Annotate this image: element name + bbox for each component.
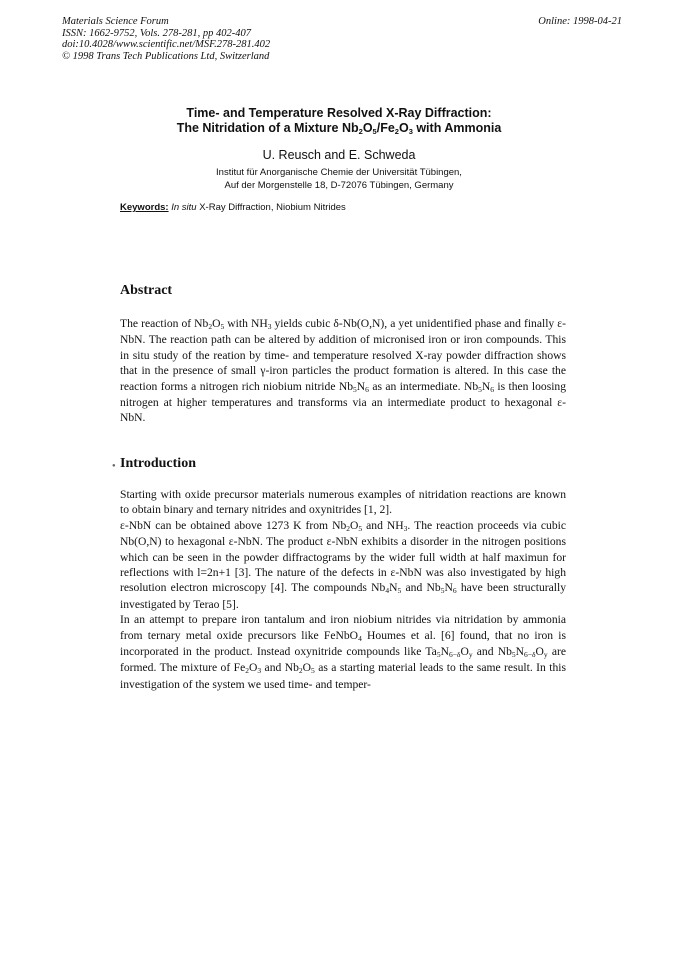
journal-header	[62, 16, 270, 62]
intro-paragraph-3: In an attempt to prepare iron tantalum and iron niobium nitrides via nitridation by ammonia from ternary metal oxide precursors like FeNbO$_4$ Houmes et al. [6] found, that no iron is incorporated in the product. Instead oxynitride compounds like $Ta_5N_{6-\delta}O_y$ and $Nb_5N_{6-\delta}O_y$ are formed. The mixture of $Fe_2O_3$ and $Nb_2O_5$ as a starting material leads to the same result. In this investigation of the system we used time- and temper-	[120, 613, 566, 691]
paper-title	[0, 106, 678, 137]
abstract-text: The reaction of $Nb_2O_5$ with $NH_3$ yields cubic δ-Nb(O,N), a yet unidentified phase and finally ε-NbN. The reaction path can be altered by addition of micronised iron or iron compounds. This in situ study of the reation by time- and temperature resolved X-ray powder diffraction shows that in the presence of small γ-iron particles the product formation is altered. In this case the reaction forms a nitrogen rich niobium nitride $Nb_5N_6$ as an intermediate. $Nb_5N_6$ is then loosing nitrogen at higher temperatures and transforms via an intermediate product to hexagonal ε-NbN.	[120, 317, 567, 425]
keywords-label: Keywords:	[120, 202, 169, 213]
authors: U. Reusch and E. Schweda	[262, 148, 416, 162]
affiliation-line-2: Auf der Morgenstelle 18, D-72076 Tübingen, Germany	[224, 179, 454, 191]
online-date: Online: 1998-04-21	[538, 16, 622, 27]
affiliation-line-1: Institut für Anorganische Chemie der Universität Tübingen,	[216, 167, 462, 178]
copyright-line: © 1998 Trans Tech Publications Ltd, Switzerland	[62, 50, 270, 62]
keywords: Keywords: In situ X-Ray Diffraction, Niobium Nitrides	[120, 202, 346, 213]
journal-name: Materials Science Forum	[62, 16, 169, 27]
abstract-heading: Abstract	[120, 283, 173, 298]
title-line-1: Time- and Temperature Resolved X-Ray Diffraction:	[186, 106, 492, 120]
introduction-heading: Introduction	[120, 456, 196, 471]
doi-link[interactable]: doi:10.4028/www.scientific.net/MSF.278-281.402	[62, 39, 271, 51]
title-line-2: The Nitridation of a Mixture $Nb_2O_5/Fe_2O_3$ with Ammonia	[176, 121, 502, 136]
margin-dot: ●	[112, 463, 116, 469]
issn-line: ISSN: 1662-9752, Vols. 278-281, pp 402-407	[62, 27, 251, 39]
intro-paragraph-1: Starting with oxide precursor materials numerous examples of nitridation reactions are known to obtain binary and ternary nitrides and oxynitrides [1, 2].	[120, 488, 566, 517]
affiliation	[0, 167, 678, 192]
intro-paragraph-2: ε-NbN can be obtained above 1273 K from $Nb_2O_5$ and $NH_3$. The reaction proceeds via cubic Nb(O,N) to hexagonal ε-NbN. The product ε-NbN exhibits a disorder in the nitrogen positions which can be seen in the powder diffractograms by the wider full width at half maximun for reflections with l=2n+1 [3]. The nature of the defects in ε-NbN was also investigated by high resolution electron microscopy [4]. The compounds $Nb_4N_5$ and $Nb_5N_6$ have been structurally investigated by Terao [5].	[120, 518, 566, 611]
introduction-text	[120, 487, 566, 692]
